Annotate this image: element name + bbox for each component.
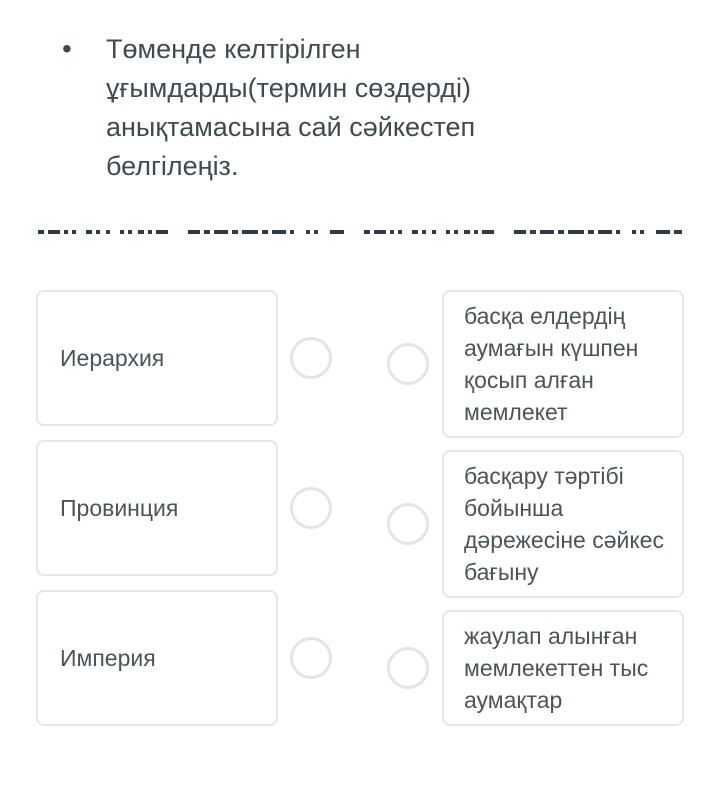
bullet-icon: • xyxy=(62,33,72,64)
dashed-divider xyxy=(38,228,682,236)
term-match-radio-2[interactable] xyxy=(290,487,332,529)
definition-card-1[interactable] xyxy=(442,290,684,438)
definition-text: басқару тәртібі бойынша дәрежесіне сәйкес бағыну xyxy=(464,463,664,585)
term-label: Провинция xyxy=(60,494,179,521)
term-match-radio-1[interactable] xyxy=(290,337,332,379)
term-card-ierarkhiya[interactable] xyxy=(36,290,278,426)
definition-card-2[interactable] xyxy=(442,450,684,598)
term-label: Иерархия xyxy=(60,344,165,371)
question xyxy=(62,30,582,186)
definition-match-radio-1[interactable] xyxy=(387,343,429,385)
question-text: Төменде келтірілген ұғымдарды(термин сөздерді) анықтамасына сай сәйкестеп белгілеңіз. xyxy=(106,34,476,181)
term-label: Империя xyxy=(60,644,156,671)
term-card-imperiya[interactable] xyxy=(36,590,278,726)
definition-text: басқа елдердің аумағын күшпен қосып алған мемлекет xyxy=(464,303,639,425)
definition-match-radio-3[interactable] xyxy=(387,647,429,689)
definition-text: жаулап алынған мемлекеттен тыс аумақтар xyxy=(464,623,649,713)
term-card-provintsiya[interactable] xyxy=(36,440,278,576)
definition-card-3[interactable] xyxy=(442,610,684,726)
term-match-radio-3[interactable] xyxy=(290,637,332,679)
definition-match-radio-2[interactable] xyxy=(387,503,429,545)
